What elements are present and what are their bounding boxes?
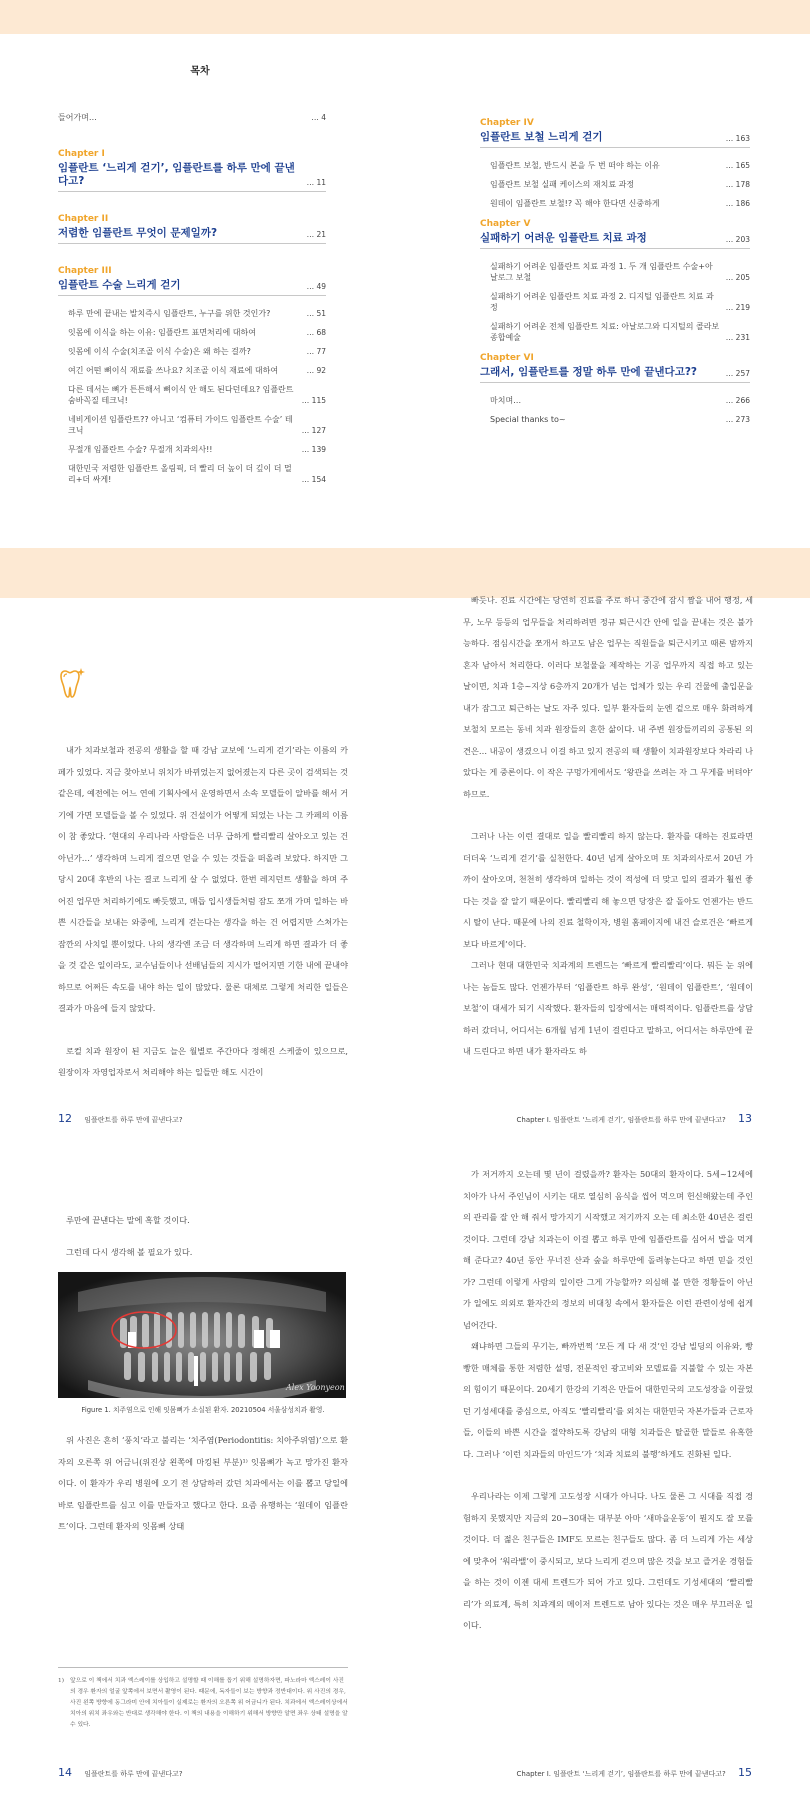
toc-entry[interactable] [480, 321, 750, 343]
chapter-page: … 163 [725, 134, 750, 143]
page-15-body [463, 1164, 753, 1637]
top-band [0, 0, 810, 34]
page-number: 12 [58, 1112, 72, 1125]
chapter-title: 저렴한 임플란트 무엇이 문제일까? [58, 227, 218, 239]
toc-entry-text: 잇몸에 이식을 하는 이유: 임플란트 표면처리에 대하여 [68, 328, 256, 337]
toc-entry-page: … 115 [301, 396, 326, 405]
page-14-body [58, 1430, 348, 1538]
toc-intro[interactable]: 들어가며… … 4 [58, 113, 326, 122]
page-12-footer [58, 1112, 183, 1125]
toc-entry-page: … 154 [301, 475, 326, 484]
toc-entry-text: 대한민국 저렴한 임플란트 올림픽, 더 빨리 더 높이 더 깊이 더 멀리+더 싸게! [68, 464, 292, 484]
chapter-page: … 21 [306, 230, 326, 239]
toc-title: 목차 [190, 66, 210, 77]
chapter-title-link[interactable] [480, 366, 750, 383]
footnote [58, 1667, 348, 1731]
page-13-paragraph: 그러나 나는 이런 결대로 일을 빨리빨리 하지 않는다. 환자를 대하는 진료라면 더더욱 ‘느리게 걷기’를 실천한다. 40년 넘게 살아오며 또 치과의사로서 20년 가까이 살아오며, 천천히 생각하며 일하는 것이 적성에 더 맞고 일의 결과가 훨씬 좋다는 것을 잘 알기 때문이다. 빨리빨리 해 놓으면 당장은 잘 돌아도 언젠가는 반드시 탈이 난다. 때문에 나의 진료 철학이자, 병원 홈페이지에 내건 슬로건은 ‘빠르게 보다 바르게’이다. [463, 831, 753, 949]
toc-entry[interactable] [480, 395, 750, 406]
chapter-label: Chapter I [58, 149, 105, 159]
chapter-label: Chapter II [58, 214, 109, 224]
toc-page [0, 34, 810, 548]
footnote-text: 앞으로 이 책에서 치과 엑스레이를 상입하고 설명할 때 이해를 돕기 위해 설명하자면, 파노라마 엑스레이 사진의 경우 환자의 얼굴 앞쪽에서 보면서 촬영이 된다. 때문에, 독자들이 보는 방향과 정반대이다. 위 사진의 경우, 사진 왼쪽 방향에 동그라미 안에 치아들이 실제로는 환자의 오른쪽 위 어금니가 된다. 치과에서 엑스레이상에서 치아의 위치 좌우와는 반대로 생각해야 한다. 이 책의 내용을 이해하기 위해서 방향만 알면 좌우 상태 설명을 알 수 있다. [70, 1678, 348, 1728]
footnote-number: 1) [58, 1678, 64, 1684]
chapter-page: … 49 [306, 282, 326, 291]
toc-entry-text: 실패하기 어려운 임플란트 치료 과정 1. 두 개 임플란트 수술+아날로그 보철 [490, 262, 713, 282]
spread-pages-12-13 [0, 595, 810, 1218]
page-14-line: 루만에 끝낸다는 말에 혹할 것이다. [66, 1215, 190, 1225]
toc-chapter [58, 266, 326, 485]
chapter-title-link[interactable] [58, 279, 326, 296]
toc-entry-text: 임플란트 보철, 반드시 본을 두 번 떠야 하는 이유 [490, 161, 660, 170]
running-title: Chapter I. 임플란트 ‘느리게 걷기’, 임플란트를 하루 만에 끝낸다고? [516, 1770, 726, 1778]
toc-entry[interactable] [58, 365, 326, 376]
toc-entry[interactable] [58, 463, 326, 485]
toc-entry-page: … 139 [301, 445, 326, 454]
toc-entry-page: … 178 [725, 180, 750, 189]
running-title: Chapter I. 임플란트 ‘느리게 걷기’, 임플란트를 하루 만에 끝낸다고? [516, 1116, 726, 1124]
chapter-title-link[interactable] [58, 162, 326, 192]
toc-entry-text: 다른 데서는 뼈가 튼튼해서 뼈이식 안 해도 된다던데요? 임플란트 숨바꼭질 테크닉! [68, 385, 294, 405]
toc-chapter [480, 219, 750, 343]
toc-entry[interactable] [58, 444, 326, 455]
page-13-body [463, 590, 753, 1063]
toc-entry[interactable] [480, 291, 750, 313]
toc-entry[interactable] [480, 179, 750, 190]
toc-entry-text: 무절개 임플란트 수술? 무절개 치과의사!! [68, 445, 213, 454]
chapter-title-link[interactable] [58, 227, 326, 244]
page-15-footer [517, 1766, 752, 1779]
toc-entry-page: … 51 [306, 309, 326, 318]
page-13-paragraph: 그러나 현대 대한민국 치과계의 트렌드는 ‘빠르게 빨리빨리’이다. 뭐든 눈 위에 나는 놈들도 많다. 언젠가부터 ‘임플란트 하루 완성’, ‘원데이 임플란트’, ‘원데이 보철’이 대세가 되기 시작했다. 환자들의 입장에서는 매력적이다. 임플란트를 상담하러 갔더니, 어디서는 6개월 넘게 1년이 걸린다고 말하고, 어디서는 하루만에 끝내 드린다고 하면 내가 환자라도 하 [463, 960, 753, 1056]
page-14-footer [58, 1766, 183, 1779]
page-number: 14 [58, 1766, 72, 1779]
toc-entry[interactable] [58, 327, 326, 338]
toc-entry[interactable] [480, 160, 750, 171]
page-13-footer [517, 1112, 752, 1125]
toc-entry-text: 잇몸에 이식 수술(치조골 이식 수술)은 왜 하는 걸까? [68, 347, 251, 356]
page-15-paragraph: 왜냐하면 그들의 무기는, 빠까번쩍 ‘모든 게 다 새 것’인 강남 빌딩의 이유와, 빵빵한 매체를 통한 저렴한 설명, 전문적인 광고비와 모델료를 지불할 수 있는 자본의 힘이기 때문이다. 20세기 한강의 기적은 만들어 대한민국의 고도성장을 이끌었던 기성세대를 중심으로, 아직도 ‘빨리빨리’를 외치는 대한민국 자본가들과 근로자들, 이들의 바쁜 시간을 절약하도록 강남의 대형 치과들은 탈골한 말들로 유혹한다. 그러나 ‘이런 치과들의 마인드’가 ‘치과 치료의 불행’하게도 진화된 일다. [463, 1341, 753, 1459]
chapter-title-link[interactable] [480, 232, 750, 249]
panoramic-xray-graphic [58, 1272, 346, 1398]
running-title: 임플란트를 하루 만에 끝낸다고? [84, 1770, 183, 1778]
toc-entry-text: 하루 만에 끝내는 발치즉시 임플란트, 누구를 위한 것인가? [68, 309, 271, 318]
toc-entry-page: … 266 [725, 396, 750, 405]
toc-entry-page: … 92 [306, 366, 326, 375]
toc-entry[interactable] [480, 198, 750, 209]
chapter-page: … 257 [725, 369, 750, 378]
chapter-label: Chapter VI [480, 353, 534, 363]
toc-entry-text: 원데이 임플란트 보철!? 꼭 해야 한다면 신중하게 [490, 199, 660, 208]
toc-chapter [480, 353, 750, 425]
chapter-title: 실패하기 어려운 임플란트 치료 과정 [480, 232, 647, 244]
page-12-body [58, 740, 348, 1084]
chapter-title-link[interactable] [480, 131, 750, 148]
toc-entry[interactable] [58, 346, 326, 357]
toc-right-column [480, 118, 750, 435]
page-number: 15 [738, 1766, 752, 1779]
toc-chapter [58, 149, 326, 192]
toc-entry-text: 마치며… [490, 396, 522, 405]
toc-entry[interactable] [58, 414, 326, 436]
page-14-paragraph: 위 사진은 흔히 ‘풍치’라고 불리는 ‘치주염(Periodontitis: 치아주위염)’으로 환자의 오른쪽 위 어금니(위진상 왼쪽에 마킹된 부분)¹⁾ 잇몸뼈가 녹고 망가진 환자이다. 이 환자가 우리 병원에 오기 전 상담하러 갔던 치과에서는 이를 뽑고 당일에 바로 임플란트를 심고 이를 만들자고 했다고 한다. 요즘 유행하는 ‘원데이 임플란트’이다. 그런데 환자의 잇몸뼈 상태 [58, 1435, 348, 1531]
xray-signature: Alex Yoonyeon [286, 1383, 345, 1392]
toc-entry[interactable] [58, 384, 326, 406]
chapter-page: … 203 [725, 235, 750, 244]
chapter-title: 임플란트 보철 느리게 걷기 [480, 131, 603, 143]
toc-entry[interactable] [480, 414, 750, 425]
toc-entry-page: … 186 [725, 199, 750, 208]
spread-pages-14-15 [0, 1169, 810, 1794]
toc-left-column [58, 112, 326, 495]
toc-entry-page: … 127 [301, 426, 326, 435]
toc-entry-page: … 165 [725, 161, 750, 170]
chapter-label: Chapter III [58, 266, 112, 276]
chapter-title: 임플란트 수술 느리게 걷기 [58, 279, 181, 291]
page-14-line: 그런데 다시 생각해 볼 필요가 있다. [66, 1246, 193, 1257]
chapter-page: … 11 [306, 178, 326, 187]
page-number: 13 [738, 1112, 752, 1125]
page-15-paragraph: 가 저거까지 오는데 몇 년이 걸렸을까? 환자는 50대의 환자이다. 5세~12세에 치아가 나서 주인님이 시키는 대로 열심히 음식을 씹어 먹으며 헌신해왔는데 주인의 관리를 잘 안 해 줘서 망가지기 시작했고 저기까지 오는 데 최소한 40년은 걸린 것이다. 그런데 강남 치과는이 이걸 뽑고 하루 만에 임플란트를 심어서 밥을 먹게 해 준다고? 40년 동안 무너진 산과 숲을 하루만에 돌려놓는다고 하면 믿을 것인가? 그런데 이렇게 사람의 일이란 그게 가능할까? 의심해 볼 만한 정황들이 아닌가 일에도 의외로 환자간의 정보의 비대칭 속에서 환자들은 이런 관련이성에 쉽게 넘어간다. [463, 1169, 753, 1330]
toc-entry-text: 실패하기 어려운 임플란트 치료 과정 2. 디지털 임플란트 치료 과정 [490, 292, 714, 312]
toc-chapter [58, 214, 326, 244]
toc-entry-page: … 68 [306, 328, 326, 337]
page-13-paragraph: 빠듯나. 진료 시간에는 당연히 진료를 주로 하니 중간에 잠시 짬을 내어 행정, 세무, 노무 등등의 업무들을 처리하려면 정규 퇴근시간 안에 일을 끝내는 것은 불가능하다. 점심시간을 쪼개서 하고도 남은 업무는 직원들을 퇴근시키고 때론 밤까지 혼자 남아서 처리한다. 이러다 보철물을 제작하는 기공 업무까지 직접 하고 있는 날이면, 치과 1층~지상 6층까지 20개가 넘는 업체가 있는 우리 건물에 출입문을 내가 잠그고 퇴근하는 날도 자주 있다. 일부 환자들의 눈엔 겉으로 매우 화려하게 보철치 모르는 동네 치과 원장들의 흔한 삶이다. 내 주변 원장들끼리의 공통된 의견은… 내공이 생겼으니 이걸 하고 있지 전공의 때 생활이 치과원장보다 차라리 나았다는 게 중론이다. 이 작은 구멍가게에서도 ‘왕관을 쓰려는 자 그 무게를 버텨야’ 하므로. [463, 595, 753, 799]
toc-entry-text: 여긴 어떤 뼈이식 재료를 쓰나요? 치조골 이식 재료에 대하여 [68, 366, 279, 375]
chapter-label: Chapter V [480, 219, 531, 229]
toc-entry-page: … 205 [725, 273, 750, 282]
toc-entry[interactable] [58, 308, 326, 319]
toc-entry-text: 임플란트 보철 실패 케이스의 재치료 과정 [490, 180, 635, 189]
xray-image [58, 1272, 346, 1398]
running-title: 임플란트를 하루 만에 끝낸다고? [84, 1116, 183, 1124]
chapter-label: Chapter IV [480, 118, 534, 128]
toc-entry-text: 네비게이션 임플란트?? 아니고 ‘컴퓨터 가이드 임플란트 수술’ 테크닉 [68, 415, 293, 435]
toc-entry[interactable] [480, 261, 750, 283]
toc-entry-page: … 273 [725, 415, 750, 424]
tooth-sparkle-icon [55, 666, 85, 700]
chapter-title: 임플란트 ‘느리게 걷기’, 임플란트를 하루 만에 끝낸다고? [58, 162, 295, 187]
toc-entry-page: … 231 [725, 333, 750, 342]
toc-chapter [480, 118, 750, 209]
toc-entry-text: Special thanks to~ [490, 415, 566, 424]
toc-entry-text: 실패하기 어려운 전체 임플란트 치료: 아날로그와 디지털의 콜라보 종합예술 [490, 322, 720, 342]
toc-entry-page: … 77 [306, 347, 326, 356]
page-15-paragraph: 우리나라는 이제 그렇게 고도성장 시대가 아니다. 나도 물론 그 시대를 직접 경험하지 못했지만 지금의 20~30대는 대부분 아마 ‘새마을운동’이 뭔지도 잘 모를 것이다. 더 젊은 친구들은 IMF도 모르는 친구들도 많다. 좀 더 느리게 가는 세상에 맞추어 ‘워라밸’이 중시되고, 보다 느리게 걷으며 많은 것을 보고 즐거운 경험들을 하는 것이 이젠 대세 트렌드가 되어 가고 있다. 그런데도 기성세대의 ‘빨리빨리’가 의료계, 특히 치과계의 메이저 트렌드로 남아 있다는 것은 매우 부끄러운 일이다. [463, 1491, 753, 1630]
figure-caption: Figure 1. 치주염으로 인해 잇몸뼈가 소실된 환자. 20210504 서울삼성치과 촬영. [81, 1406, 325, 1414]
page-12-paragraph: 내가 치과보철과 전공의 생활을 할 때 강남 교보에 ‘느리게 걷기’라는 이름의 카페가 있었다. 지금 찾아보니 위치가 바뀌었는지 없어졌는지 다른 곳이 검색되는 것 같은데, 예전에는 어느 연예 기획사에서 운영하면서 소속 모델들이 알바를 해서 거기에 가면 모델들을 볼 수 있었다. 위 건설이가 어떻게 되었는 나는 그 카페의 이름이 참 좋았다. ‘현대의 우리나라 사람들은 너무 급하게 빨리빨리 살아오고 있는 건 아닌가…’ 생각하며 느리게 걸으면 얻을 수 있는 것들을 떠올려 보았다. 하지만 그 당시 20대 후반의 나는 결코 느리게 살 수 없었다. 한번 레지던트 생활을 하며 주어진 업무만 처리하기에도 빠듯했고, 매듭 입시생들처럼 잠도 쪼개 가며 일하는 바쁜 시간들을 보내는 와중에, 느리게 걷는다는 생각을 하는 건 어렵지만 스쳐가는 잠깐의 사치일 뿐이었다. 나의 생각엔 조금 더 생각하며 느리게 하면 결과가 더 좋을 것 같은 일이라도, 교수님들이나 선배님들의 지시가 떨어지면 기한 내에 끝내야 하므로 어쩌든 속도를 내야 하는 일이 많았다. 물론 대체로 그렇게 처리한 일들은 결과가 마음에 들지 않았다. [58, 745, 348, 1013]
page-12-paragraph: 로컬 치과 원장이 된 지금도 늘은 월별로 주간마다 정해진 스케줄이 있으므로, 원장이자 자영업자로서 처리해야 하는 일들만 해도 시간이 [58, 1045, 348, 1077]
chapter-title: 그래서, 임플란트를 정말 하루 만에 끝낸다고?? [480, 366, 698, 378]
toc-entry-page: … 219 [725, 303, 750, 312]
page-14-intro [58, 1210, 348, 1263]
